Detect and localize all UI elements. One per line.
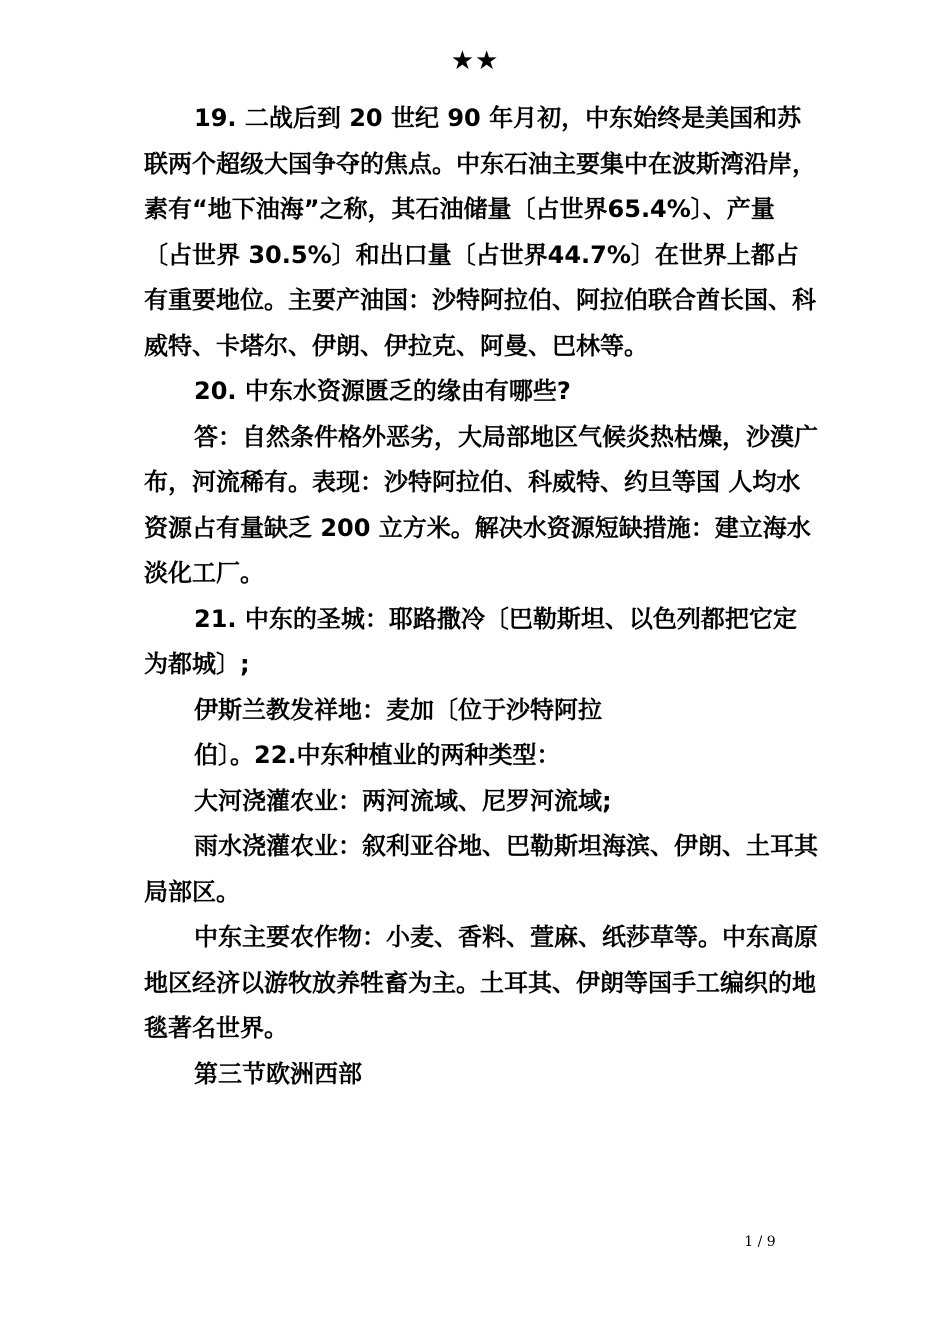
document-body — [144, 96, 819, 1097]
section-heading: 第三节欧洲西部 — [194, 1059, 362, 1088]
paragraph-q20: 20. 中东水资源匮乏的缘由有哪些? — [194, 377, 571, 405]
paragraph-rain-irrigation: 雨水浇灌农业：叙利亚谷地、巴勒斯坦海滨、伊朗、土耳其局部区。 — [144, 832, 818, 906]
paragraph-islam-birthplace: 伊斯兰教发祥地：麦加〔位于沙特阿拉 — [194, 695, 602, 724]
page-number: 1 / 9 — [744, 1234, 776, 1250]
header-stars: ★★ — [450, 46, 500, 76]
paragraph-q20-answer: 答：自然条件格外恶劣，大局部地区气候炎热枯燥，沙漠广布，河流稀有。表现：沙特阿拉伯、科威特、约旦等国 人均水资源占有量缺乏 200 立方米。解决水资源短缺措施：建立海水淡化工厂。 — [144, 422, 818, 587]
paragraph-q22: 伯〕。22.中东种植业的两种类型： — [194, 741, 561, 769]
paragraph-q21: 21. 中东的圣城：耶路撒冷〔巴勒斯坦、以色列都把它定为都城〕; — [144, 604, 797, 678]
paragraph-river-irrigation: 大河浇灌农业：两河流域、尼罗河流域; — [194, 786, 612, 815]
paragraph-main-crops: 中东主要农作物：小麦、香料、萱麻、纸莎草等。中东高原地区经济以游牧放养牲畜为主。土耳其、伊朗等国手工编织的地毯著名世界。 — [144, 923, 818, 1042]
paragraph-q19: 19. 二战后到 20 世纪 90 年月初，中东始终是美国和苏联两个超级大国争夺的焦点。中东石油主要集中在波斯湾沿岸，素有“地下油海”之称，其石油储量〔占世界65.4%〕、产量〔占世界 30.5%〕和出口量〔占世界44.7%〕在世界上都占有重要地位。主要产油国：沙特阿拉伯、阿拉伯联合酋长国、科威特、卡塔尔、伊朗、伊拉克、阿曼、巴林等。 — [144, 104, 816, 360]
